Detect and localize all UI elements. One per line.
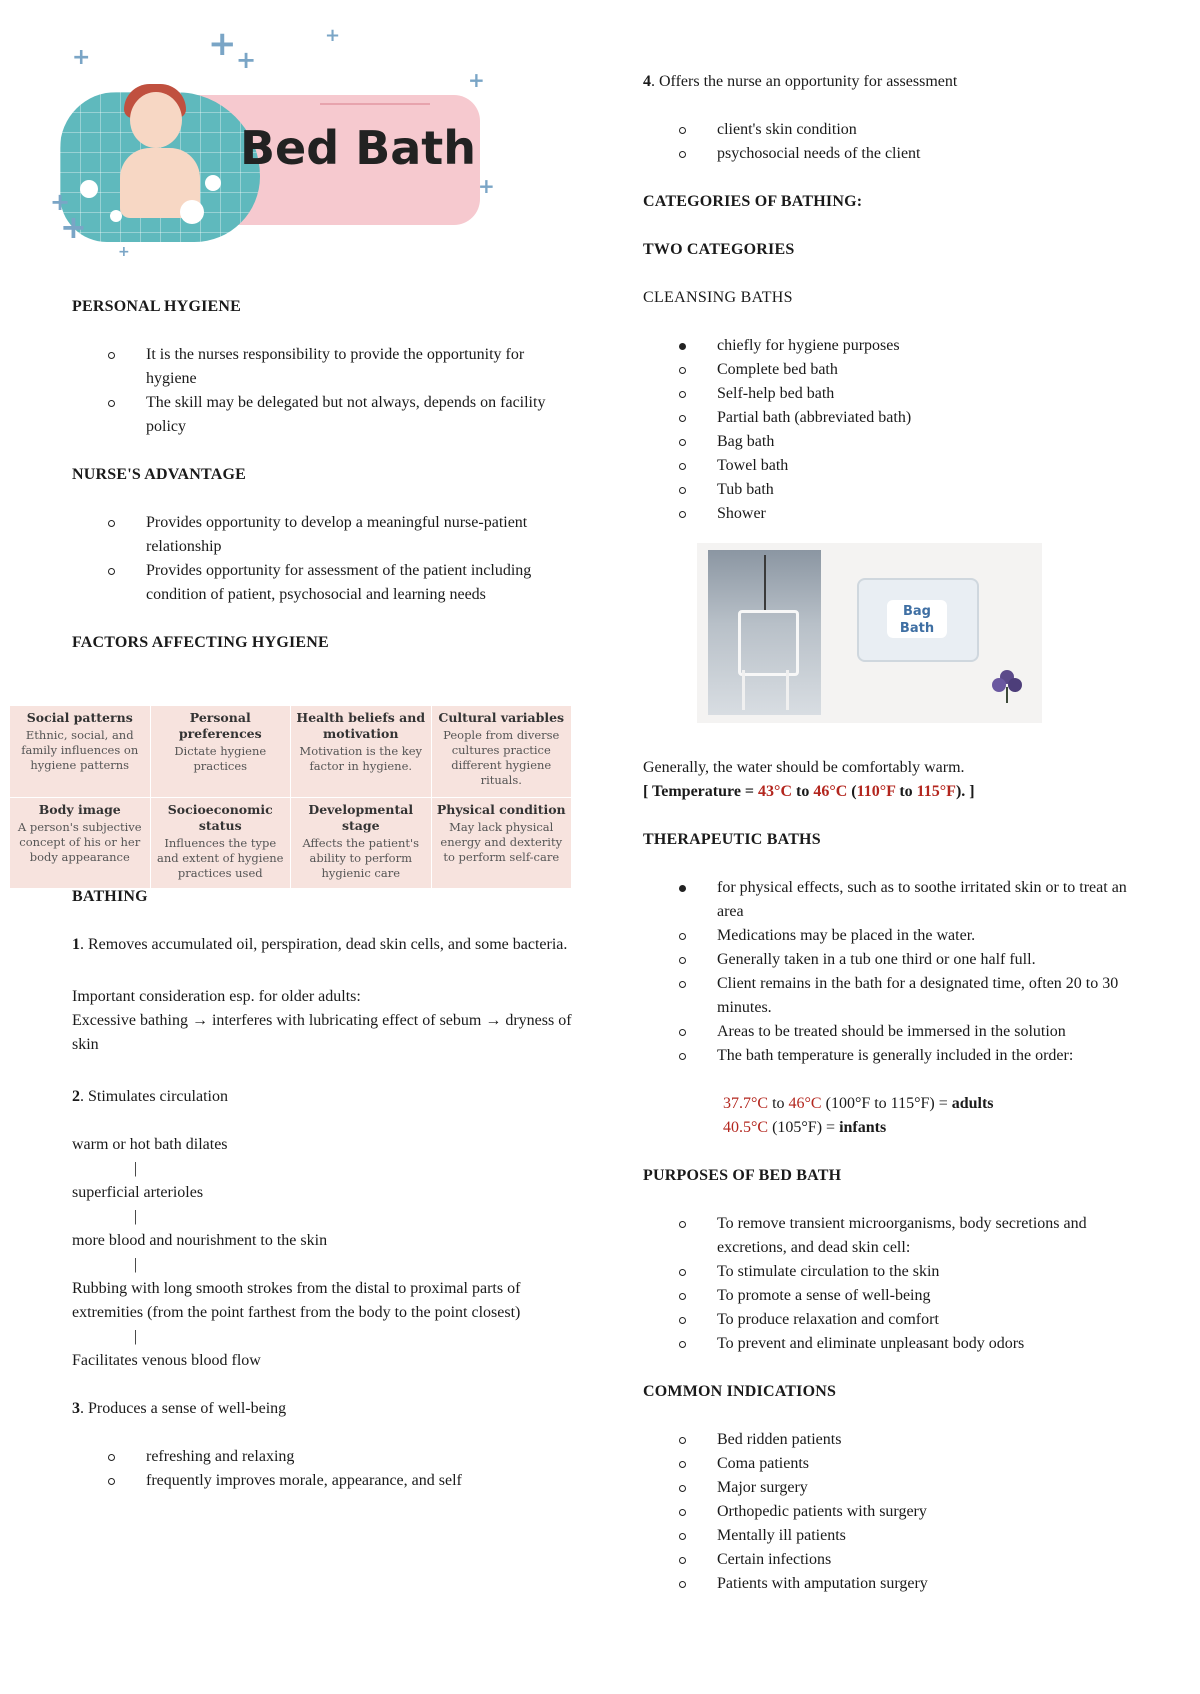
circle-bullet-icon [679, 1437, 686, 1444]
left-column [72, 295, 572, 1493]
bubble-icon [80, 180, 98, 198]
sparkle-icon: + [478, 174, 495, 198]
sparkle-icon: + [60, 208, 87, 246]
sparkle-icon: + [468, 68, 485, 92]
indications-list [643, 1428, 1143, 1596]
section-heading: CATEGORIES OF BATHING: [643, 193, 863, 210]
factor-cell: Developmental stage Affects the patient's ability to perform hygienic care [291, 798, 432, 890]
list-item: Certain infections [717, 1548, 1143, 1572]
flow-connector: | [134, 1256, 138, 1273]
circle-bullet-icon [679, 1557, 686, 1564]
list-item: To stimulate circulation to the skin [717, 1260, 1143, 1284]
circle-bullet-icon [108, 1454, 115, 1461]
circle-bullet-icon [679, 1341, 686, 1348]
circle-bullet-icon [679, 463, 686, 470]
section-heading: THERAPEUTIC BATHS [643, 831, 821, 848]
section-heading: BATHING [72, 888, 148, 905]
list-item: refreshing and relaxing [146, 1445, 572, 1469]
list-item: Coma patients [717, 1452, 1143, 1476]
circle-bullet-icon [679, 957, 686, 964]
infant-temperature: 40.5°C (105°F) = infants [723, 1119, 887, 1136]
list-item: Complete bed bath [717, 358, 1143, 382]
list-item: Provides opportunity to develop a meaningful nurse-patient relationship [146, 511, 572, 559]
right-column [643, 70, 1143, 1596]
sparkle-icon: + [50, 188, 71, 216]
bathing-point-2: 2. Stimulates circulation [72, 1088, 228, 1105]
list-item: The skill may be delegated but not always, depends on facility policy [146, 391, 572, 439]
sparkle-icon: + [325, 25, 341, 46]
circle-bullet-icon [679, 439, 686, 446]
sparkle-icon: + [208, 24, 237, 64]
flow-step: Facilitates venous blood flow [72, 1352, 261, 1369]
factor-cell: Body image A person's subjective concept of his or her body appearance [10, 798, 151, 890]
list-item: Bed ridden patients [717, 1428, 1143, 1452]
section-heading: NURSE'S ADVANTAGE [72, 466, 246, 483]
sparkle-icon: + [118, 244, 130, 260]
factor-cell: Socioeconomic status Influences the type and extent of hygiene practices used [151, 798, 292, 890]
subsection-heading: CLEANSING BATHS [643, 289, 793, 306]
factor-cell: Physical condition May lack physical energy and dexterity to perform self-care [432, 798, 573, 890]
circle-bullet-icon [679, 391, 686, 398]
purposes-list [643, 1212, 1143, 1356]
circle-bullet-icon [679, 1461, 686, 1468]
circle-bullet-icon [679, 1485, 686, 1492]
nurse-advantage-list [72, 511, 572, 607]
banner-title: Bed Bath [240, 121, 477, 175]
bubble-icon [205, 175, 221, 191]
disc-bullet-icon [679, 885, 686, 892]
circle-bullet-icon [679, 1533, 686, 1540]
flow-step: more blood and nourishment to the skin [72, 1232, 328, 1249]
bag-bath-label: Bag Bath [887, 600, 947, 638]
list-item: Provides opportunity for assessment of the patient including condition of patient, psychosocial and learning needs [146, 559, 572, 607]
section-heading: PERSONAL HYGIENE [72, 298, 242, 315]
consideration-line: Excessive bathing → interferes with lubricating effect of sebum → dryness of skin [72, 1012, 572, 1053]
list-item: Mentally ill patients [717, 1524, 1143, 1548]
list-item: To produce relaxation and comfort [717, 1308, 1143, 1332]
list-item: client's skin condition [717, 118, 1143, 142]
factor-cell: Health beliefs and motivation Motivation is the key factor in hygiene. [291, 706, 432, 798]
bathing-point-1: 1. Removes accumulated oil, perspiration, dead skin cells, and some bacteria. [72, 936, 568, 953]
section-heading: COMMON INDICATIONS [643, 1383, 837, 1400]
factor-cell: Social patterns Ethnic, social, and family influences on hygiene patterns [10, 706, 151, 798]
bathing-point-4: 4. Offers the nurse an opportunity for assessment [643, 73, 958, 90]
bubble-icon [110, 210, 122, 222]
flow-step: superficial arterioles [72, 1184, 204, 1201]
circle-bullet-icon [679, 511, 686, 518]
sparkle-icon: + [72, 45, 91, 70]
circle-bullet-icon [679, 1053, 686, 1060]
circle-bullet-icon [679, 1269, 686, 1276]
flow-connector: | [134, 1208, 138, 1225]
factor-cell: Personal preferences Dictate hygiene practices [151, 706, 292, 798]
list-item: Generally taken in a tub one third or one half full. [717, 948, 1143, 972]
order-temperatures [643, 1092, 1143, 1140]
list-item: Towel bath [717, 454, 1143, 478]
circle-bullet-icon [108, 520, 115, 527]
circle-bullet-icon [679, 127, 686, 134]
list-item: It is the nurses responsibility to provide the opportunity for hygiene [146, 343, 572, 391]
list-item: Major surgery [717, 1476, 1143, 1500]
list-item: chiefly for hygiene purposes [717, 334, 1143, 358]
list-item: The bath temperature is generally included in the order: [717, 1044, 1143, 1068]
header-banner [50, 24, 510, 270]
flow-connector: | [134, 1328, 138, 1345]
circle-bullet-icon [108, 400, 115, 407]
list-item: To promote a sense of well-being [717, 1284, 1143, 1308]
list-item: Bag bath [717, 430, 1143, 454]
temperature-line: [ Temperature = 43°C to 46°C (110°F to 115°F). ] [643, 783, 975, 800]
section-heading: TWO CATEGORIES [643, 241, 795, 258]
circle-bullet-icon [679, 1293, 686, 1300]
circle-bullet-icon [679, 367, 686, 374]
circle-bullet-icon [679, 1581, 686, 1588]
circle-bullet-icon [679, 981, 686, 988]
factor-cell: Cultural variables People from diverse cultures practice different hygiene rituals. [432, 706, 573, 798]
section-heading: FACTORS AFFECTING HYGIENE [72, 634, 329, 651]
circle-bullet-icon [679, 1221, 686, 1228]
circle-bullet-icon [679, 487, 686, 494]
bathing-point-3: 3. Produces a sense of well-being [72, 1400, 287, 1417]
list-item: To remove transient microorganisms, body secretions and excretions, and dead skin cell: [717, 1212, 1143, 1260]
circle-bullet-icon [679, 151, 686, 158]
circle-bullet-icon [679, 415, 686, 422]
water-note: Generally, the water should be comfortably warm. [643, 759, 965, 776]
bubble-icon [180, 200, 204, 224]
section-heading: PURPOSES OF BED BATH [643, 1167, 842, 1184]
list-item: Client remains in the bath for a designated time, often 20 to 30 minutes. [717, 972, 1143, 1020]
consideration-line: Important consideration esp. for older adults: [72, 988, 361, 1005]
list-item: Shower [717, 502, 1143, 526]
well-being-list [72, 1445, 572, 1493]
flow-step: Rubbing with long smooth strokes from the distal to proximal parts of extremities (from the point farthest from the body to the point closest) [72, 1280, 521, 1321]
circle-bullet-icon [679, 1509, 686, 1516]
circle-bullet-icon [679, 1029, 686, 1036]
cleansing-baths-list [643, 334, 1143, 526]
list-item: Orthopedic patients with surgery [717, 1500, 1143, 1524]
circle-bullet-icon [679, 1317, 686, 1324]
person-illustration [130, 92, 182, 148]
therapeutic-baths-list [643, 876, 1143, 1068]
circle-bullet-icon [108, 1478, 115, 1485]
assessment-list [643, 118, 1143, 166]
circle-bullet-icon [679, 933, 686, 940]
adult-temperature: 37.7°C to 46°C (100°F to 115°F) = adults [723, 1095, 994, 1112]
list-item: Medications may be placed in the water. [717, 924, 1143, 948]
list-item: Partial bath (abbreviated bath) [717, 406, 1143, 430]
list-item: To prevent and eliminate unpleasant body odors [717, 1332, 1143, 1356]
flow-step: warm or hot bath dilates [72, 1136, 228, 1153]
list-item: Patients with amputation surgery [717, 1572, 1143, 1596]
list-item: Tub bath [717, 478, 1143, 502]
circle-bullet-icon [108, 352, 115, 359]
disc-bullet-icon [679, 343, 686, 350]
flow-connector: | [134, 1160, 138, 1177]
circle-bullet-icon [108, 568, 115, 575]
list-item: psychosocial needs of the client [717, 142, 1143, 166]
list-item: Self-help bed bath [717, 382, 1143, 406]
list-item: Areas to be treated should be immersed in the solution [717, 1020, 1143, 1044]
list-item: frequently improves morale, appearance, and self [146, 1469, 572, 1493]
sparkle-icon: + [236, 46, 257, 74]
personal-hygiene-list [72, 343, 572, 439]
list-item: for physical effects, such as to soothe irritated skin or to treat an area [717, 876, 1143, 924]
